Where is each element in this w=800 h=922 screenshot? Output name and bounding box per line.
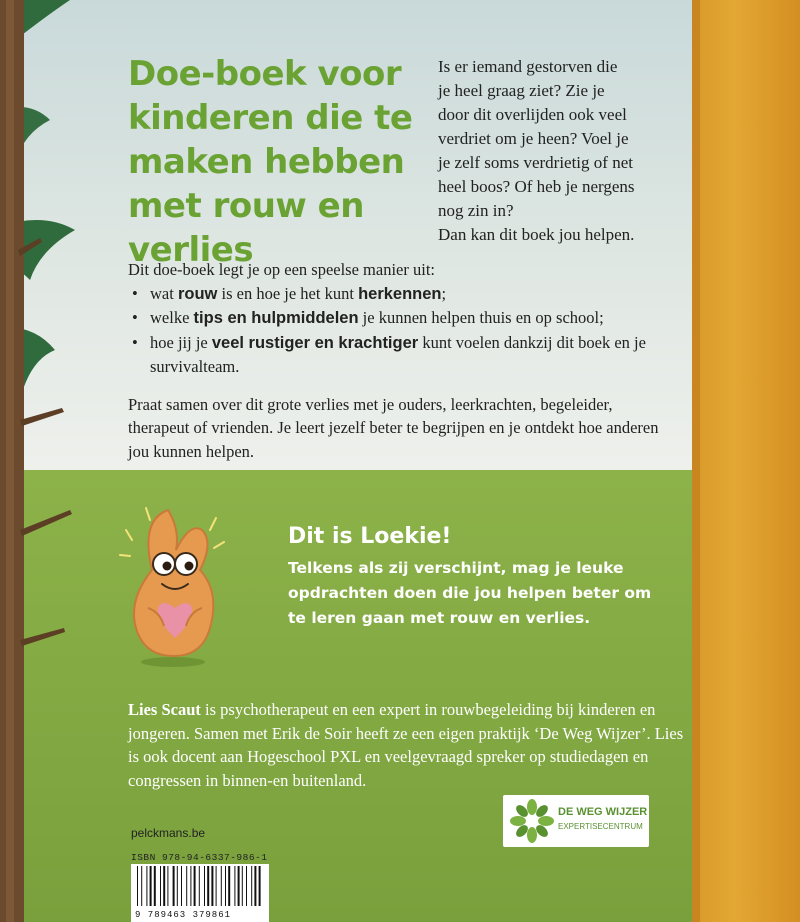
barcode-bar	[173, 866, 175, 906]
barcode-bar	[221, 866, 222, 906]
barcode-bar	[141, 866, 142, 906]
barcode-bar	[167, 866, 168, 906]
barcode-bar	[146, 866, 147, 906]
loekie-heading: Dit is Loekie!	[288, 524, 452, 549]
barcode-bar	[186, 866, 187, 906]
logo-subtitle: EXPERTISECENTRUM	[558, 822, 643, 831]
barcode-bar	[251, 866, 252, 906]
barcode-bar	[160, 866, 161, 906]
barcode-bar	[137, 866, 138, 906]
description-closing: Praat samen over dit grote verlies met je ouders, leerkrachten, begeleider, therapeut of vrienden. Je leert jezelf beter te begrijpen en je ontdekt hoe anderen jou kunnen helpen.	[128, 394, 659, 461]
barcode-bar	[242, 866, 243, 906]
author-bio-text: is psychotherapeut en een expert in rouwbegeleiding bij kinderen en jongeren. Samen met Erik de Soir heeft ze een eigen praktijk ‘De Weg Wijzer’. Lies is ook docent aan Hogeschool PXL en veelgevraagd spreker op studiedagen en congressen in binnen-en buitenland.	[128, 700, 684, 790]
barcode-bar	[150, 866, 152, 906]
intro-line: je zelf soms verdrietig of net	[438, 153, 633, 172]
barcode-bars	[131, 866, 269, 912]
bullet-item: • welke tips en hulpmiddelen je kunnen helpen thuis en op school;	[128, 306, 673, 331]
intro-line: Dan kan dit boek jou helpen.	[438, 225, 635, 244]
isbn-label: ISBN 978-94-6337-986-1	[131, 852, 268, 863]
loekie-character-illustration	[118, 500, 228, 670]
barcode-bar	[199, 866, 200, 906]
pine-tree-illustration	[0, 0, 130, 922]
intro-line: Is er iemand gestorven die	[438, 57, 618, 76]
bullet-item: • wat rouw is en hoe je het kunt herkennen;	[128, 282, 673, 307]
barcode-bar	[216, 866, 217, 906]
de-weg-wijzer-logo	[503, 795, 649, 847]
barcode-bar	[238, 866, 240, 906]
description	[128, 258, 673, 463]
intro-text	[438, 55, 678, 247]
barcode-bar	[163, 866, 165, 906]
barcode-bar	[211, 866, 213, 906]
book-title: Doe-boek voor kinderen die te maken hebben met rouw en verlies	[128, 54, 413, 270]
barcode-bar	[234, 866, 235, 906]
bullet-list	[128, 282, 673, 379]
intro-line: je heel graag ziet? Zie je	[438, 81, 605, 100]
tree-trunk-right	[692, 0, 800, 922]
author-bio	[128, 698, 688, 792]
flower-icon	[509, 798, 555, 844]
barcode-bar	[177, 866, 178, 906]
barcode-bar	[181, 866, 182, 906]
intro-line: verdriet om je heen? Voel je	[438, 129, 629, 148]
barcode-bar	[254, 866, 256, 906]
barcode-bar	[190, 866, 191, 906]
publisher-website: pelckmans.be	[131, 826, 206, 840]
logo-name: DE WEG WIJZER	[558, 806, 648, 818]
intro-line: nog zin in?	[438, 201, 514, 220]
barcode-bar	[225, 866, 226, 906]
intro-line: heel boos? Of heb je nergens	[438, 177, 635, 196]
author-name: Lies Scaut	[128, 700, 201, 719]
bullet-item: • hoe jij je veel rustiger en krachtiger kunt voelen dankzij dit boek en je survivalteam.	[128, 331, 673, 379]
description-lead: Dit doe-boek legt je op een speelse manier uit:	[128, 260, 435, 279]
barcode-bar	[207, 866, 209, 906]
barcode-bar	[154, 866, 156, 906]
barcode	[131, 864, 269, 922]
barcode-bar	[259, 866, 261, 906]
intro-line: door dit overlijden ook veel	[438, 105, 627, 124]
barcode-bar	[228, 866, 230, 906]
barcode-bar	[204, 866, 205, 906]
barcode-bar	[246, 866, 247, 906]
loekie-text: Telkens als zij verschijnt, mag je leuke opdrachten doen die jou helpen beter om te leren gaan met rouw en verlies.	[288, 559, 652, 627]
barcode-bar	[194, 866, 196, 906]
barcode-number: 9 789463 379861	[135, 910, 232, 920]
